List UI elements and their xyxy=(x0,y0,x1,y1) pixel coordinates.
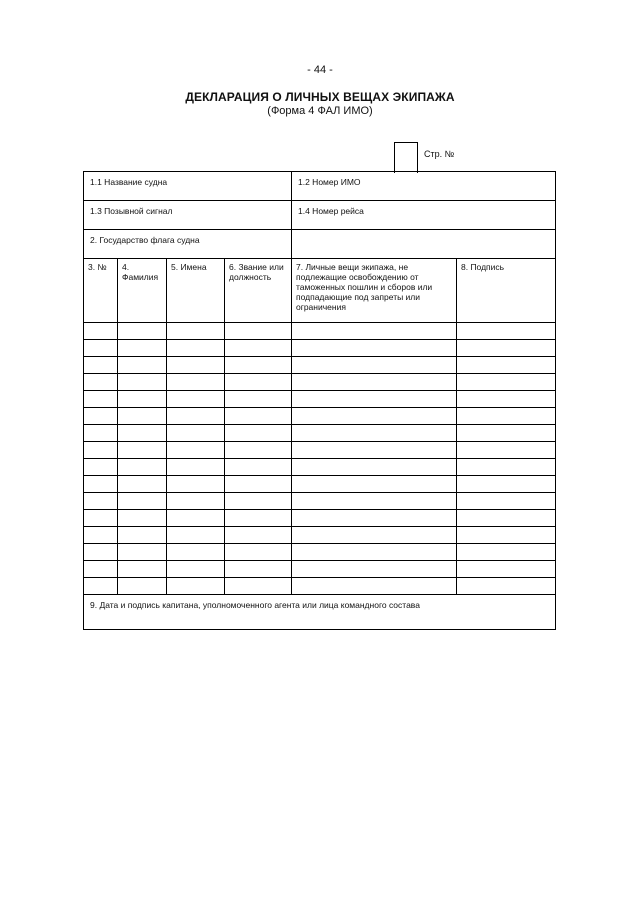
form-row-call-sign xyxy=(84,201,556,230)
table-row xyxy=(84,340,556,357)
imo-number-field[interactable] xyxy=(292,172,556,201)
page-title: ДЕКЛАРАЦИЯ О ЛИЧНЫХ ВЕЩАХ ЭКИПАЖА xyxy=(185,90,455,104)
table-row xyxy=(84,425,556,442)
page-number: - 44 - xyxy=(307,64,333,76)
crew-effects-declaration-form xyxy=(83,171,556,630)
table-row xyxy=(84,374,556,391)
captain-signature-label: 9. Дата и подпись капитана, уполномоченного агента или лица командного состава xyxy=(90,600,420,610)
flag-state-label: 2. Государство флага судна xyxy=(90,235,200,245)
table-row xyxy=(84,493,556,510)
form-row-vessel xyxy=(84,172,556,201)
captain-signature-field[interactable] xyxy=(84,595,556,630)
signature-row xyxy=(84,595,556,630)
flag-state-field[interactable] xyxy=(84,230,292,259)
call-sign-field[interactable] xyxy=(84,201,292,230)
table-row xyxy=(84,527,556,544)
vessel-name-label: 1.1 Название судна xyxy=(90,177,168,187)
page-subtitle: (Форма 4 ФАЛ ИМО) xyxy=(267,105,373,117)
table-row xyxy=(84,510,556,527)
table-row xyxy=(84,323,556,340)
column-header-number: 3. № xyxy=(84,259,118,323)
table-row xyxy=(84,476,556,493)
column-header-given-names: 5. Имена xyxy=(167,259,225,323)
table-row xyxy=(84,391,556,408)
table-row xyxy=(84,561,556,578)
column-header-effects: 7. Личные вещи экипажа, не подлежащие освобождению от таможенных пошлин и сборов или подпадающие под запреты или ограничения xyxy=(292,259,457,323)
page-number-label: Стр. № xyxy=(424,149,455,159)
table-row xyxy=(84,357,556,374)
call-sign-label: 1.3 Позывной сигнал xyxy=(90,206,173,216)
vessel-name-field[interactable] xyxy=(84,172,292,201)
column-header-signature: 8. Подпись xyxy=(457,259,556,323)
table-row xyxy=(84,544,556,561)
form-row-flag xyxy=(84,230,556,259)
table-row xyxy=(84,408,556,425)
flag-state-value-field[interactable] xyxy=(292,230,556,259)
column-header-rank: 6. Звание или должность xyxy=(225,259,292,323)
table-row xyxy=(84,578,556,595)
table-row xyxy=(84,442,556,459)
imo-number-label: 1.2 Номер ИМО xyxy=(298,177,361,187)
voyage-number-field[interactable] xyxy=(292,201,556,230)
column-header-surname: 4. Фамилия xyxy=(118,259,167,323)
page-number-box[interactable] xyxy=(394,142,418,173)
table-header-row xyxy=(84,259,556,323)
table-row xyxy=(84,459,556,476)
voyage-number-label: 1.4 Номер рейса xyxy=(298,206,364,216)
